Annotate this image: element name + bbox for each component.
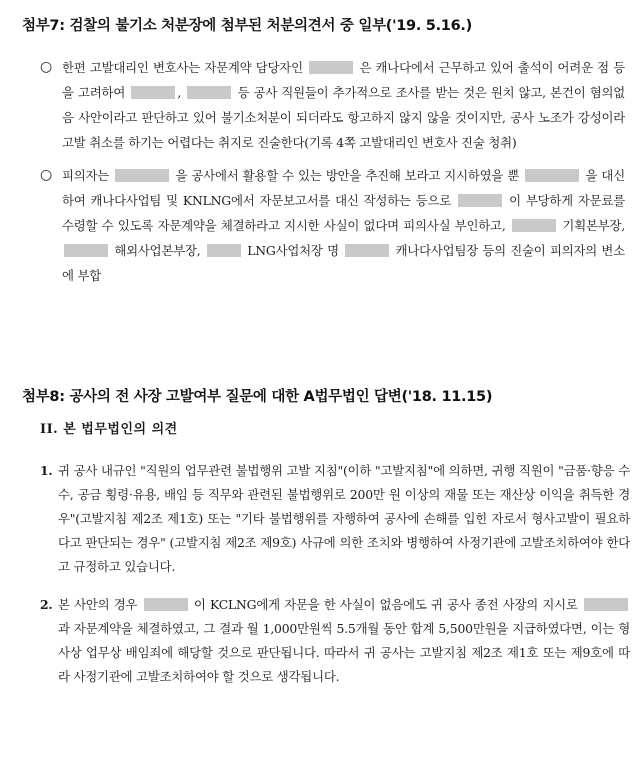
paragraph-number: 2.	[40, 597, 53, 612]
p1-text-d: 등 공사 직원들이 추가적으로 조사를 받는 것은 원치 않고, 본건이 혐의없음 사안이라고 판단하고 있어 불기소처분이 되더라도 항고하지 않지 않을 것이지만, 공사 노조가 강성이라 고발 취소를 하기는 어렵다는 취지로 진술한다(기록 4쪽 고발대리인 변호사 진술 청취)	[62, 85, 625, 150]
p2-text-h: 캐나다사업팀장 등의 진술이 피의자의 변소에 부합	[62, 243, 625, 283]
attachment7-heading: 첨부7: 검찰의 불기소 처분장에 첨부된 처분의견서 중 일부('19. 5.16.)	[22, 18, 472, 34]
p2-text-c: 을 대신하여 캐나다사업팀 및 KNLNG에서 자문보고서를 대신 작성하는 등으로	[62, 168, 625, 208]
redaction-box	[131, 86, 175, 99]
attachment7-paragraph-2	[40, 163, 625, 288]
redaction-box	[144, 598, 188, 611]
bullet-circle-icon: ○	[40, 167, 53, 183]
section-title: II. 본 법무법인의 의견	[40, 422, 178, 437]
p1-text-b: 은 캐나다에서 근무하고 있어 출석이 어려운 점 등을 고려하여	[62, 60, 625, 100]
p2-text-f: 해외사업본부장,	[114, 243, 201, 258]
p1-text-c: ,	[177, 85, 182, 100]
redaction-box	[512, 219, 556, 232]
attachment8-paragraph-2	[40, 593, 630, 689]
redaction-box	[309, 61, 353, 74]
p2-text-g: LNG사업처장 명	[247, 243, 339, 258]
redaction-box	[584, 598, 628, 611]
p2-text-b: 을 공사에서 활용할 수 있는 방안을 추진해 보라고 지시하였을 뿐	[175, 168, 520, 183]
p2-text-c: 과 자문계약을 체결하였고, 그 결과 월 1,000만원씩 5.5개월 동안 합계 5,500만원을 지급하였다면, 이는 형사상 업무상 배임죄에 해당할 것으로 판단됩니다. 따라서 귀 공사는 고발지침 제2조 제1호 또는 제9호에 따라 사정기관에 고발조치하여야 할 것으로 생각됩니다.	[58, 621, 630, 684]
attachment7-paragraph-1	[40, 55, 625, 155]
p1-text-a: 한편 고발대리인 변호사는 자문계약 담당자인	[62, 60, 303, 75]
attachment8-heading: 첨부8: 공사의 전 사장 고발여부 질문에 대한 A법무법인 답변('18. 11.15)	[22, 389, 493, 405]
attachment8-paragraph-1	[40, 459, 630, 579]
attachment8-scan	[40, 418, 630, 763]
p2-text-a: 본 사안의 경우	[58, 597, 138, 612]
redaction-box	[207, 244, 241, 257]
p1-text: 귀 공사 내규인 "직원의 업무관련 불법행위 고발 지침"(이하 "고발지침"에 의하면, 귀행 직원이 "금품·향응 수수, 공금 횡령·유용, 배임 등 직무와 관련된 불법행위로 200만 원 이상의 재물 또는 재산상 이익을 취득한 경우"(고발지침 제2조 제1호) 또는 "기타 불법행위를 자행하여 공사에 손해를 입힌 자로서 형사고발이 필요하다고 판단되는 경우" (고발지침 제2조 제9호) 사규에 의한 조치와 병행하여 사정기관에 고발조치하여야 한다고 규정하고 있습니다.	[58, 463, 630, 574]
redaction-box	[458, 194, 502, 207]
p2-text-d: 이 부당하게 자문료를 수령할 수 있도록 자문계약을 체결하라고 지시한 사실이 없다며 피의사실 부인하고,	[62, 193, 625, 233]
p2-text-e: 기획본부장,	[562, 218, 625, 233]
redaction-box	[115, 169, 169, 182]
paragraph-number: 1.	[40, 463, 53, 478]
p2-text-b: 이 KCLNG에게 자문을 한 사실이 없음에도 귀 공사 종전 사장의 지시로	[193, 597, 578, 612]
attachment7-scan	[40, 55, 625, 325]
bullet-circle-icon: ○	[40, 59, 53, 75]
redaction-box	[525, 169, 579, 182]
redaction-box	[187, 86, 231, 99]
redaction-box	[64, 244, 108, 257]
p2-text-a: 피의자는	[62, 168, 110, 183]
redaction-box	[345, 244, 389, 257]
